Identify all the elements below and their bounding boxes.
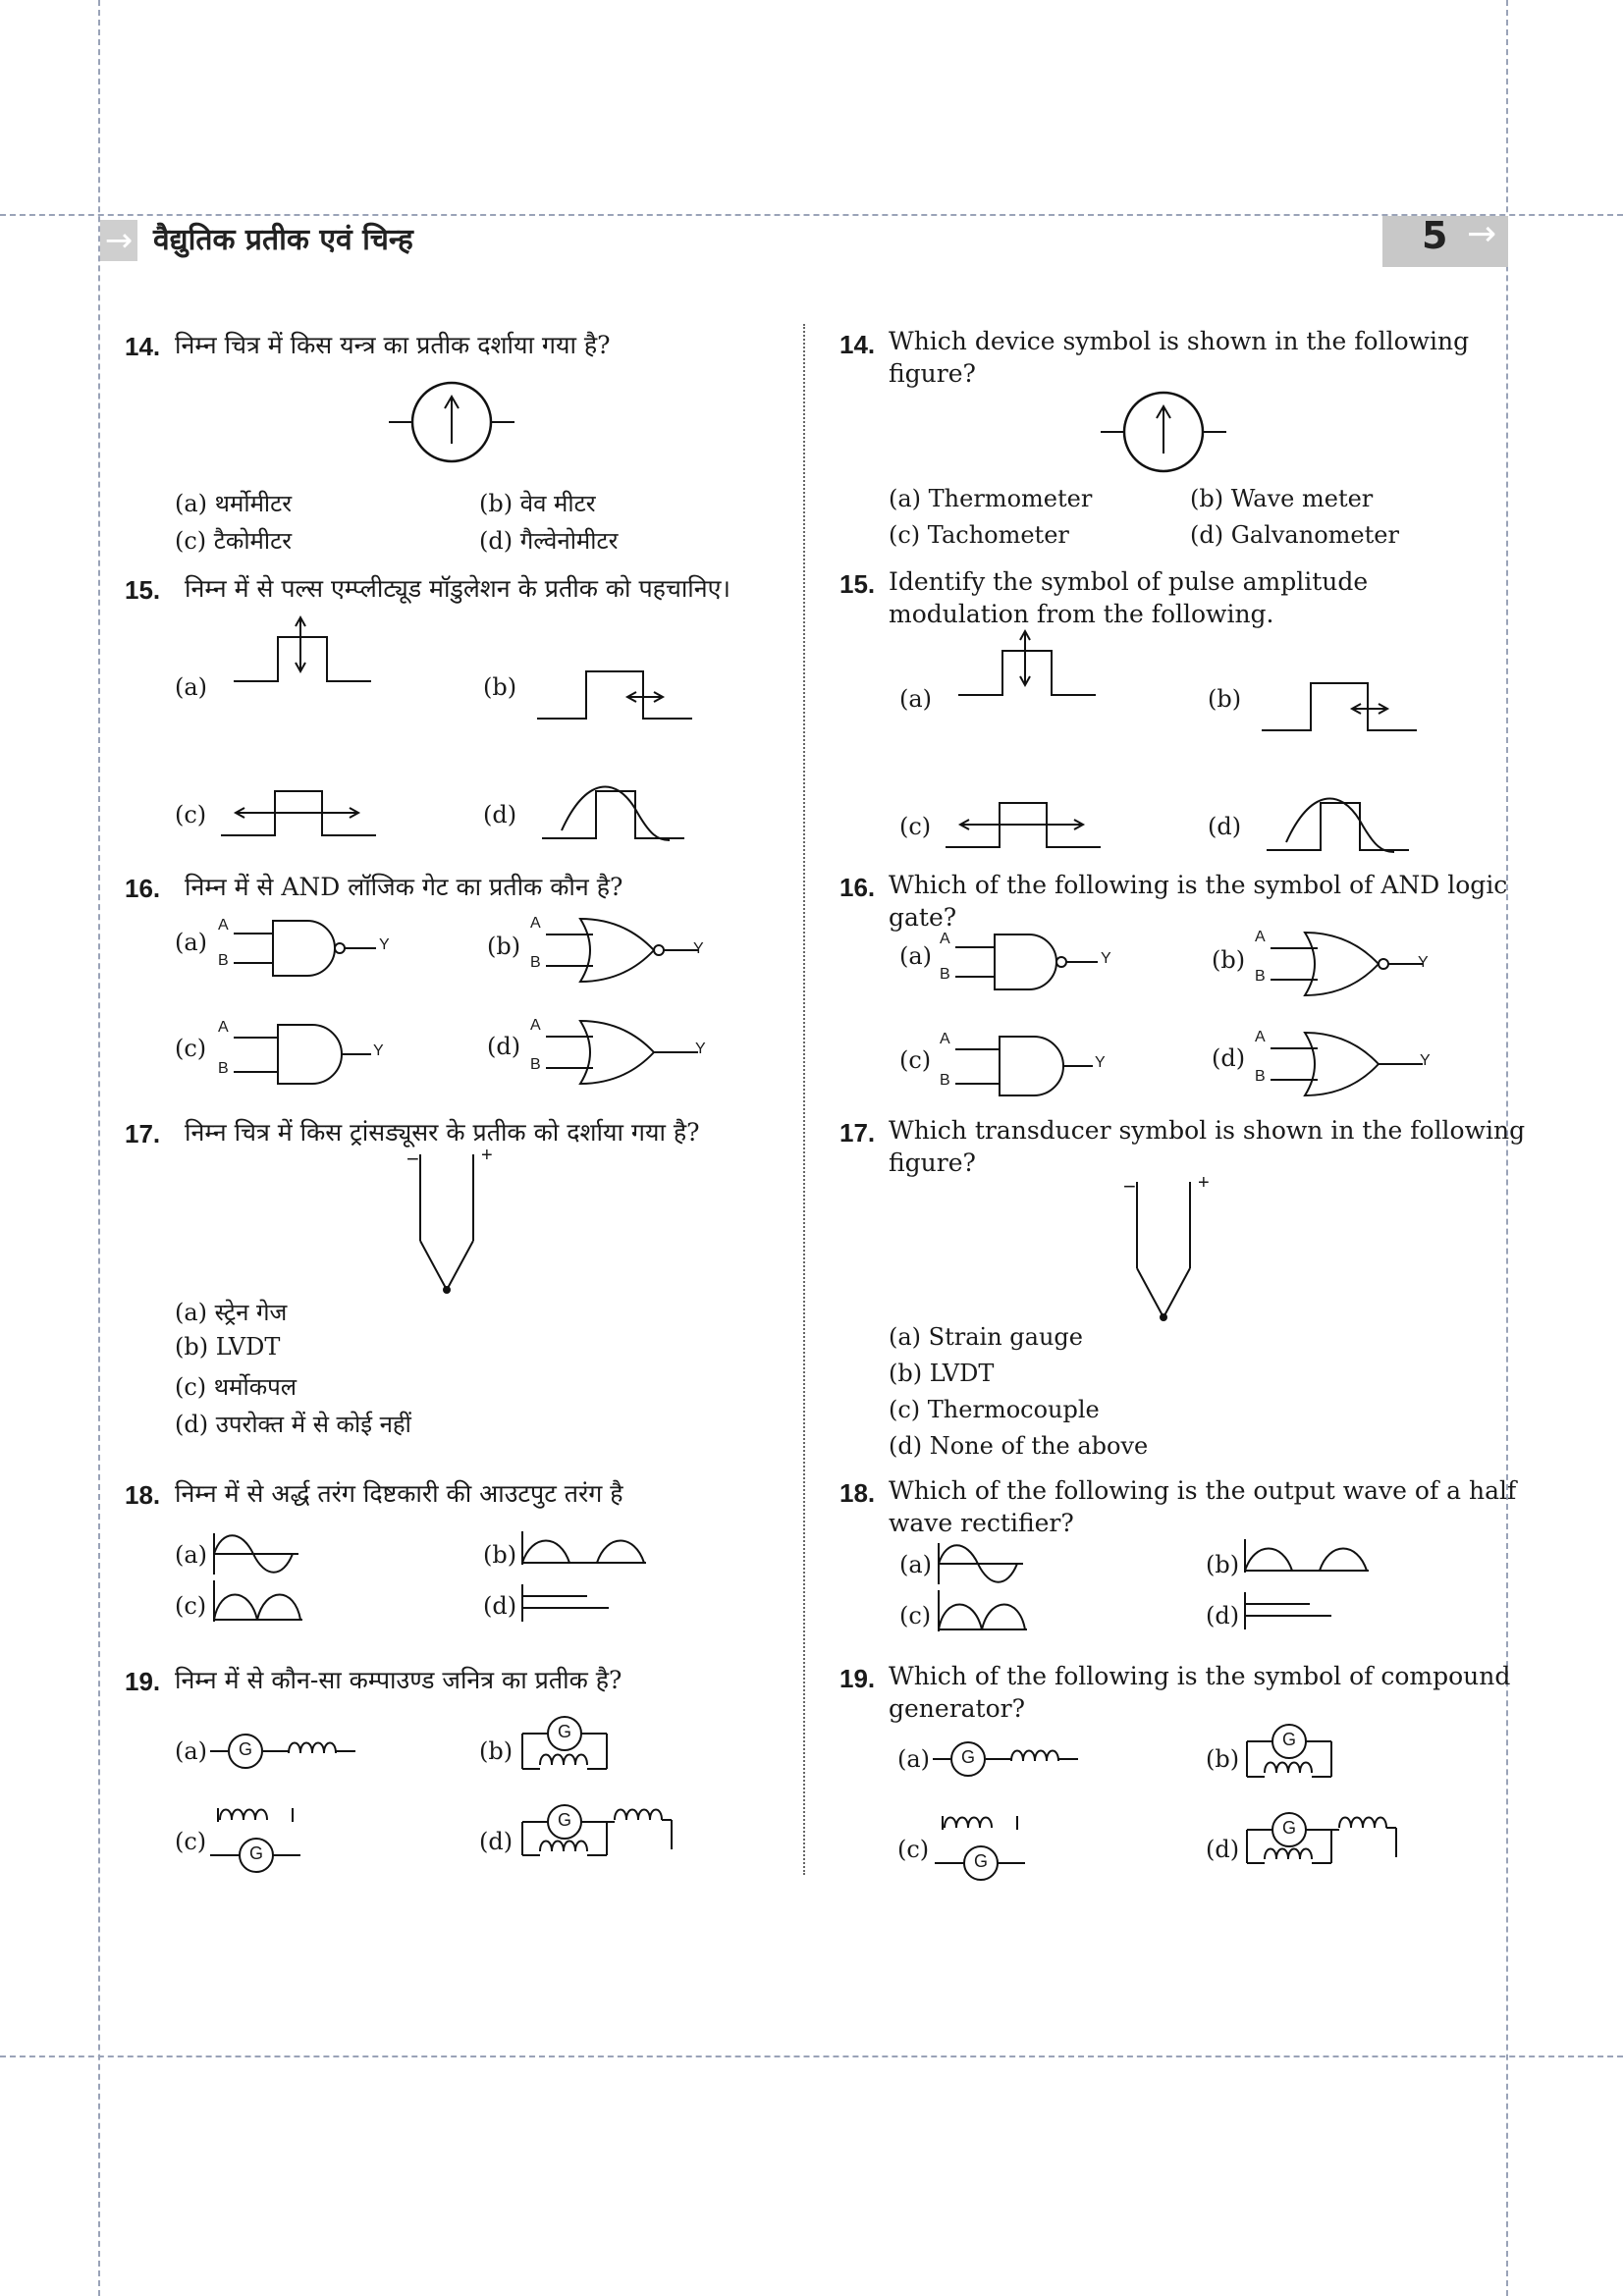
option-d: (d) xyxy=(487,1033,521,1060)
logic-gate-b xyxy=(1253,929,1449,1001)
gate-label-a: A xyxy=(1255,929,1266,945)
question-number: 17. xyxy=(839,1118,876,1148)
crop-mark-top xyxy=(0,214,1623,216)
question-text-line-1: Which transducer symbol is shown in the following xyxy=(889,1116,1526,1145)
option-b: (b) xyxy=(1212,946,1246,974)
option-c: (c) xyxy=(897,1836,930,1863)
question-text-line-2: gate? xyxy=(889,903,957,932)
generator-label: G xyxy=(558,1722,572,1741)
option-a: (a) xyxy=(899,942,933,970)
question-number: 14. xyxy=(839,330,876,359)
option-b: (b) Wave meter xyxy=(1190,485,1374,512)
header-arrow-icon: → xyxy=(100,220,137,261)
option-b: (b) xyxy=(487,933,521,960)
question-text-line-2: wave rectifier? xyxy=(889,1509,1074,1537)
question-text-line-2: modulation from the following. xyxy=(889,600,1274,628)
question-number: 15. xyxy=(125,575,161,605)
option-c: (c) xyxy=(175,1828,207,1855)
and-gate-symbol xyxy=(946,1035,1093,1097)
question-text-line-2: figure? xyxy=(889,1148,976,1177)
option-a: (a) Thermometer xyxy=(889,485,1093,512)
galvanometer-figure xyxy=(1101,393,1226,471)
generator-label: G xyxy=(239,1739,253,1759)
generator-symbol-b xyxy=(518,1710,626,1781)
generator-label: G xyxy=(1282,1730,1297,1749)
option-a: (a) Strain gauge xyxy=(889,1323,1083,1351)
question-number: 14. xyxy=(125,332,161,361)
full-sine-wave xyxy=(937,1543,1025,1586)
generator-label: G xyxy=(558,1810,572,1830)
question-number: 15. xyxy=(839,569,876,599)
option-c: (c) Thermocouple xyxy=(889,1396,1100,1423)
question-text-line-2: figure? xyxy=(889,359,976,388)
shunt-generator-diagram xyxy=(518,1710,626,1781)
gate-label-y: Y xyxy=(373,1042,384,1059)
question-text-line-1: Identify the symbol of pulse amplitude xyxy=(889,567,1369,596)
option-d: (d) xyxy=(483,1592,517,1620)
option-d: (d) xyxy=(1212,1044,1246,1072)
logic-gate-d xyxy=(528,1015,725,1090)
series-generator-diagram xyxy=(210,1732,357,1771)
option-d: (d) उपरोक्त में से कोई नहीं xyxy=(175,1411,411,1438)
half-wave-output xyxy=(1243,1539,1371,1575)
question-text: निम्न चित्र में किस यन्त्र का प्रतीक दर्शाया गया है? xyxy=(175,331,611,359)
generator-label: G xyxy=(974,1851,989,1871)
generator-label: G xyxy=(249,1843,264,1863)
option-b: (b) वेव मीटर xyxy=(479,490,596,517)
generator-symbol-d xyxy=(518,1798,685,1869)
pam-symbol-c xyxy=(946,793,1101,850)
compound-generator-diagram xyxy=(1243,1806,1410,1877)
nand-gate-symbol xyxy=(946,933,1098,991)
full-wave-output xyxy=(937,1590,1029,1633)
thermo-plus-label: + xyxy=(1198,1172,1210,1194)
logic-gate-a xyxy=(938,931,1124,999)
question-text-line-1: Which of the following is the symbol of compound xyxy=(889,1662,1511,1690)
option-c: (c) Tachometer xyxy=(889,521,1069,549)
option-a: (a) xyxy=(175,673,208,701)
generator-symbol-c xyxy=(935,1810,1033,1885)
option-d: (d) xyxy=(1206,1602,1240,1629)
shunt-field-generator-diagram xyxy=(210,1802,308,1877)
option-c: (c) xyxy=(899,1046,932,1074)
question-text-line-2: generator? xyxy=(889,1694,1026,1723)
pam-symbol-b xyxy=(1262,671,1417,732)
option-a: (a) xyxy=(897,1745,931,1773)
gate-label-y: Y xyxy=(1418,954,1429,971)
page-number: 5 xyxy=(1422,214,1448,257)
question-text: निम्न में से अर्द्ध तरंग दिष्टकारी की आउटपुट तरंग है xyxy=(175,1479,623,1508)
logic-gate-b xyxy=(528,915,725,988)
option-b: (b) xyxy=(483,673,517,701)
generator-label: G xyxy=(961,1747,976,1767)
option-d: (d) xyxy=(483,801,517,828)
galvanometer-symbol xyxy=(1101,393,1226,471)
gate-label-y: Y xyxy=(1101,950,1111,967)
nor-gate-symbol xyxy=(1261,931,1423,997)
option-a: (a) स्ट्रेन गेज xyxy=(175,1299,288,1326)
question-text-line-1: Which device symbol is shown in the following xyxy=(889,327,1470,355)
question-number: 18. xyxy=(125,1480,161,1510)
option-b: (b) LVDT xyxy=(175,1333,281,1361)
option-d: (d) None of the above xyxy=(889,1432,1149,1460)
option-b: (b) xyxy=(479,1737,514,1765)
gate-label-a: A xyxy=(1255,1029,1266,1045)
option-a: (a) xyxy=(899,1551,933,1578)
option-a: (a) थर्मोमीटर xyxy=(175,490,293,517)
question-number: 19. xyxy=(839,1664,876,1693)
and-gate-symbol xyxy=(224,1023,371,1086)
thermo-minus-label: − xyxy=(1123,1174,1136,1199)
option-d: (d) xyxy=(479,1828,514,1855)
half-wave-output xyxy=(520,1531,648,1567)
logic-gate-a xyxy=(216,917,403,986)
gate-label-y: Y xyxy=(693,940,704,957)
gate-label-y: Y xyxy=(695,1041,706,1057)
question-text: निम्न में से AND लॉजिक गेट का प्रतीक कौन है? xyxy=(185,873,623,901)
gate-label-a: A xyxy=(940,1031,950,1047)
full-wave-output xyxy=(212,1580,304,1624)
option-c: (c) टैकोमीटर xyxy=(175,527,293,555)
option-c: (c) xyxy=(175,1035,207,1062)
option-a: (a) xyxy=(175,1737,208,1765)
page-title: वैद्युतिक प्रतीक एवं चिन्ह xyxy=(153,223,413,257)
generator-label: G xyxy=(1282,1818,1297,1838)
gate-label-a: A xyxy=(218,917,229,934)
question-number: 19. xyxy=(125,1667,161,1696)
generator-symbol-d xyxy=(1243,1806,1410,1877)
pam-symbol-d xyxy=(542,781,684,842)
shunt-field-generator-diagram xyxy=(935,1810,1033,1885)
gate-label-a: A xyxy=(530,915,541,932)
gate-label-a: A xyxy=(530,1017,541,1034)
option-d: (d) xyxy=(1208,813,1242,840)
question-text: निम्न में से पल्स एम्प्लीट्यूड मॉडुलेशन के प्रतीक को पहचानिए। xyxy=(185,574,730,603)
logic-gate-d xyxy=(1253,1027,1449,1101)
thermocouple-symbol xyxy=(403,1154,491,1294)
gate-label-b: B xyxy=(940,966,950,983)
gate-label-b: B xyxy=(530,954,541,971)
pam-symbol-d xyxy=(1267,793,1409,854)
option-d: (d) Galvanometer xyxy=(1190,521,1399,549)
thermo-plus-label: + xyxy=(481,1145,493,1166)
pam-symbol-c xyxy=(221,781,376,838)
gate-label-y: Y xyxy=(379,936,390,953)
or-gate-symbol xyxy=(1261,1031,1423,1097)
gate-label-b: B xyxy=(218,952,229,969)
option-b: (b) xyxy=(1206,1551,1240,1578)
option-d: (d) xyxy=(1206,1836,1240,1863)
crop-mark-left xyxy=(98,0,100,2296)
crop-mark-right xyxy=(1506,0,1508,2296)
nand-gate-symbol xyxy=(224,919,376,978)
question-text: निम्न में से कौन-सा कम्पाउण्ड जनित्र का प्रतीक है? xyxy=(175,1666,622,1694)
question-text-line-1: Which of the following is the output wave of a half xyxy=(889,1476,1517,1505)
thermocouple-figure xyxy=(1119,1174,1227,1321)
gate-label-y: Y xyxy=(1420,1052,1431,1069)
question-number: 18. xyxy=(839,1478,876,1508)
crop-mark-bottom xyxy=(0,2056,1623,2057)
dc-output xyxy=(520,1584,611,1624)
option-c: (c) xyxy=(899,813,932,840)
gate-label-b: B xyxy=(530,1056,541,1073)
generator-symbol-c xyxy=(210,1802,308,1877)
option-b: (b) xyxy=(1206,1745,1240,1773)
question-number: 17. xyxy=(125,1119,161,1148)
generator-symbol-a xyxy=(933,1739,1080,1779)
column-divider xyxy=(803,324,805,1875)
generator-symbol-b xyxy=(1243,1718,1351,1789)
logic-gate-c xyxy=(216,1017,403,1092)
gate-label-b: B xyxy=(218,1060,229,1077)
series-generator-diagram xyxy=(933,1739,1080,1779)
question-number: 16. xyxy=(839,873,876,902)
gate-label-b: B xyxy=(1255,968,1266,985)
or-gate-symbol xyxy=(536,1019,698,1086)
gate-label-b: B xyxy=(940,1072,950,1089)
dc-output xyxy=(1243,1592,1333,1631)
gate-label-a: A xyxy=(940,931,950,947)
page-arrow-icon: → xyxy=(1467,214,1497,254)
option-b: (b) LVDT xyxy=(889,1360,995,1387)
option-a: (a) xyxy=(899,685,933,713)
option-c: (c) xyxy=(175,801,207,828)
pam-symbol-b xyxy=(537,660,692,721)
shunt-generator-diagram xyxy=(1243,1718,1351,1789)
gate-label-y: Y xyxy=(1095,1054,1106,1071)
compound-generator-diagram xyxy=(518,1798,685,1869)
question-text: निम्न चित्र में किस ट्रांसड्यूसर के प्रतीक को दर्शाया गया है? xyxy=(185,1118,700,1147)
pam-symbol-a xyxy=(234,617,371,684)
thermocouple-symbol xyxy=(1119,1182,1208,1321)
option-b: (b) xyxy=(483,1541,517,1569)
logic-gate-c xyxy=(938,1029,1124,1103)
gate-label-a: A xyxy=(218,1019,229,1036)
generator-symbol-a xyxy=(210,1732,357,1771)
option-a: (a) xyxy=(175,1541,208,1569)
question-number: 16. xyxy=(125,874,161,903)
thermocouple-figure xyxy=(403,1147,511,1294)
thermo-minus-label: − xyxy=(406,1147,419,1171)
option-d: (d) गैल्वेनोमीटर xyxy=(479,527,619,555)
option-c: (c) थर्मोकपल xyxy=(175,1373,298,1401)
option-b: (b) xyxy=(1208,685,1242,713)
pam-symbol-a xyxy=(958,631,1096,698)
nor-gate-symbol xyxy=(536,917,698,984)
full-sine-wave xyxy=(212,1533,300,1576)
galvanometer-symbol xyxy=(389,383,514,461)
gate-label-b: B xyxy=(1255,1068,1266,1085)
option-c: (c) xyxy=(899,1602,932,1629)
option-c: (c) xyxy=(175,1592,207,1620)
question-text-line-1: Which of the following is the symbol of AND logic xyxy=(889,871,1508,899)
option-a: (a) xyxy=(175,929,208,956)
